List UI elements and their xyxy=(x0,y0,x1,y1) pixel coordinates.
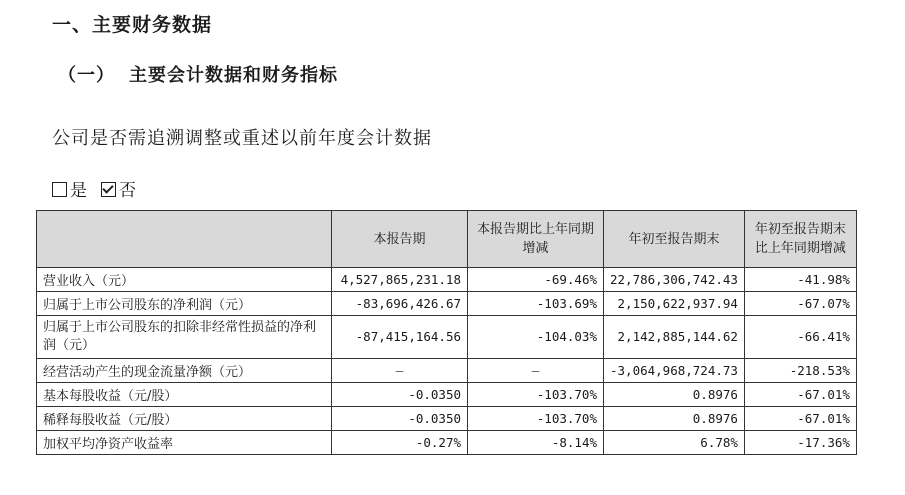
restatement-choices xyxy=(52,176,150,201)
cell-value: -0.27% xyxy=(332,431,468,455)
cell-value: -104.03% xyxy=(468,316,604,359)
cell-value: -66.41% xyxy=(744,316,856,359)
header-current-change: 本报告期比上年同期增减 xyxy=(468,211,604,268)
subsection-heading xyxy=(58,61,338,87)
restatement-question: 公司是否需追溯调整或重述以前年度会计数据 xyxy=(52,128,432,149)
cell-value: 6.78% xyxy=(604,431,745,455)
cell-value: 0.8976 xyxy=(604,407,745,431)
financial-data-table xyxy=(36,210,857,455)
subsection-title: 主要会计数据和财务指标 xyxy=(129,65,338,86)
table-header-row xyxy=(37,211,857,268)
cell-value: -0.0350 xyxy=(332,383,468,407)
cell-value: -103.70% xyxy=(468,383,604,407)
checkbox-unchecked-icon[interactable] xyxy=(52,182,67,197)
section-heading: 一、主要财务数据 xyxy=(52,14,213,36)
table-row xyxy=(37,268,857,292)
cell-value: 2,142,885,144.62 xyxy=(604,316,745,359)
cell-value: -17.36% xyxy=(744,431,856,455)
cell-value: — xyxy=(468,359,604,383)
cell-value: -41.98% xyxy=(744,268,856,292)
checkbox-checked-icon[interactable] xyxy=(101,182,116,197)
cell-value: -3,064,968,724.73 xyxy=(604,359,745,383)
row-label: 加权平均净资产收益率 xyxy=(37,431,332,455)
cell-value: -87,415,164.56 xyxy=(332,316,468,359)
cell-value: -67.01% xyxy=(744,407,856,431)
header-ytd-change: 年初至报告期末比上年同期增减 xyxy=(744,211,856,268)
row-label: 归属于上市公司股东的扣除非经常性损益的净利润（元） xyxy=(37,316,332,359)
choice-no-label: 否 xyxy=(119,181,136,201)
cell-value: -103.69% xyxy=(468,292,604,316)
cell-value: -67.07% xyxy=(744,292,856,316)
table-row xyxy=(37,383,857,407)
cell-value: -67.01% xyxy=(744,383,856,407)
table-row xyxy=(37,316,857,359)
choice-yes[interactable] xyxy=(52,176,87,201)
header-ytd: 年初至报告期末 xyxy=(604,211,745,268)
choice-yes-label: 是 xyxy=(70,181,87,201)
cell-value: 4,527,865,231.18 xyxy=(332,268,468,292)
table-row xyxy=(37,292,857,316)
subsection-number: （一） xyxy=(58,65,115,86)
row-label: 稀释每股收益（元/股） xyxy=(37,407,332,431)
cell-value: 0.8976 xyxy=(604,383,745,407)
cell-value: -83,696,426.67 xyxy=(332,292,468,316)
header-current-period: 本报告期 xyxy=(332,211,468,268)
table-row xyxy=(37,407,857,431)
row-label: 基本每股收益（元/股） xyxy=(37,383,332,407)
cell-value: 22,786,306,742.43 xyxy=(604,268,745,292)
cell-value: 2,150,622,937.94 xyxy=(604,292,745,316)
row-label: 归属于上市公司股东的净利润（元） xyxy=(37,292,332,316)
table-row xyxy=(37,359,857,383)
row-label: 经营活动产生的现金流量净额（元） xyxy=(37,359,332,383)
cell-value: -8.14% xyxy=(468,431,604,455)
row-label: 营业收入（元） xyxy=(37,268,332,292)
cell-value: -218.53% xyxy=(744,359,856,383)
choice-no[interactable] xyxy=(101,176,136,201)
cell-value: -69.46% xyxy=(468,268,604,292)
cell-value: — xyxy=(332,359,468,383)
cell-value: -103.70% xyxy=(468,407,604,431)
header-item xyxy=(37,211,332,268)
table-row xyxy=(37,431,857,455)
cell-value: -0.0350 xyxy=(332,407,468,431)
